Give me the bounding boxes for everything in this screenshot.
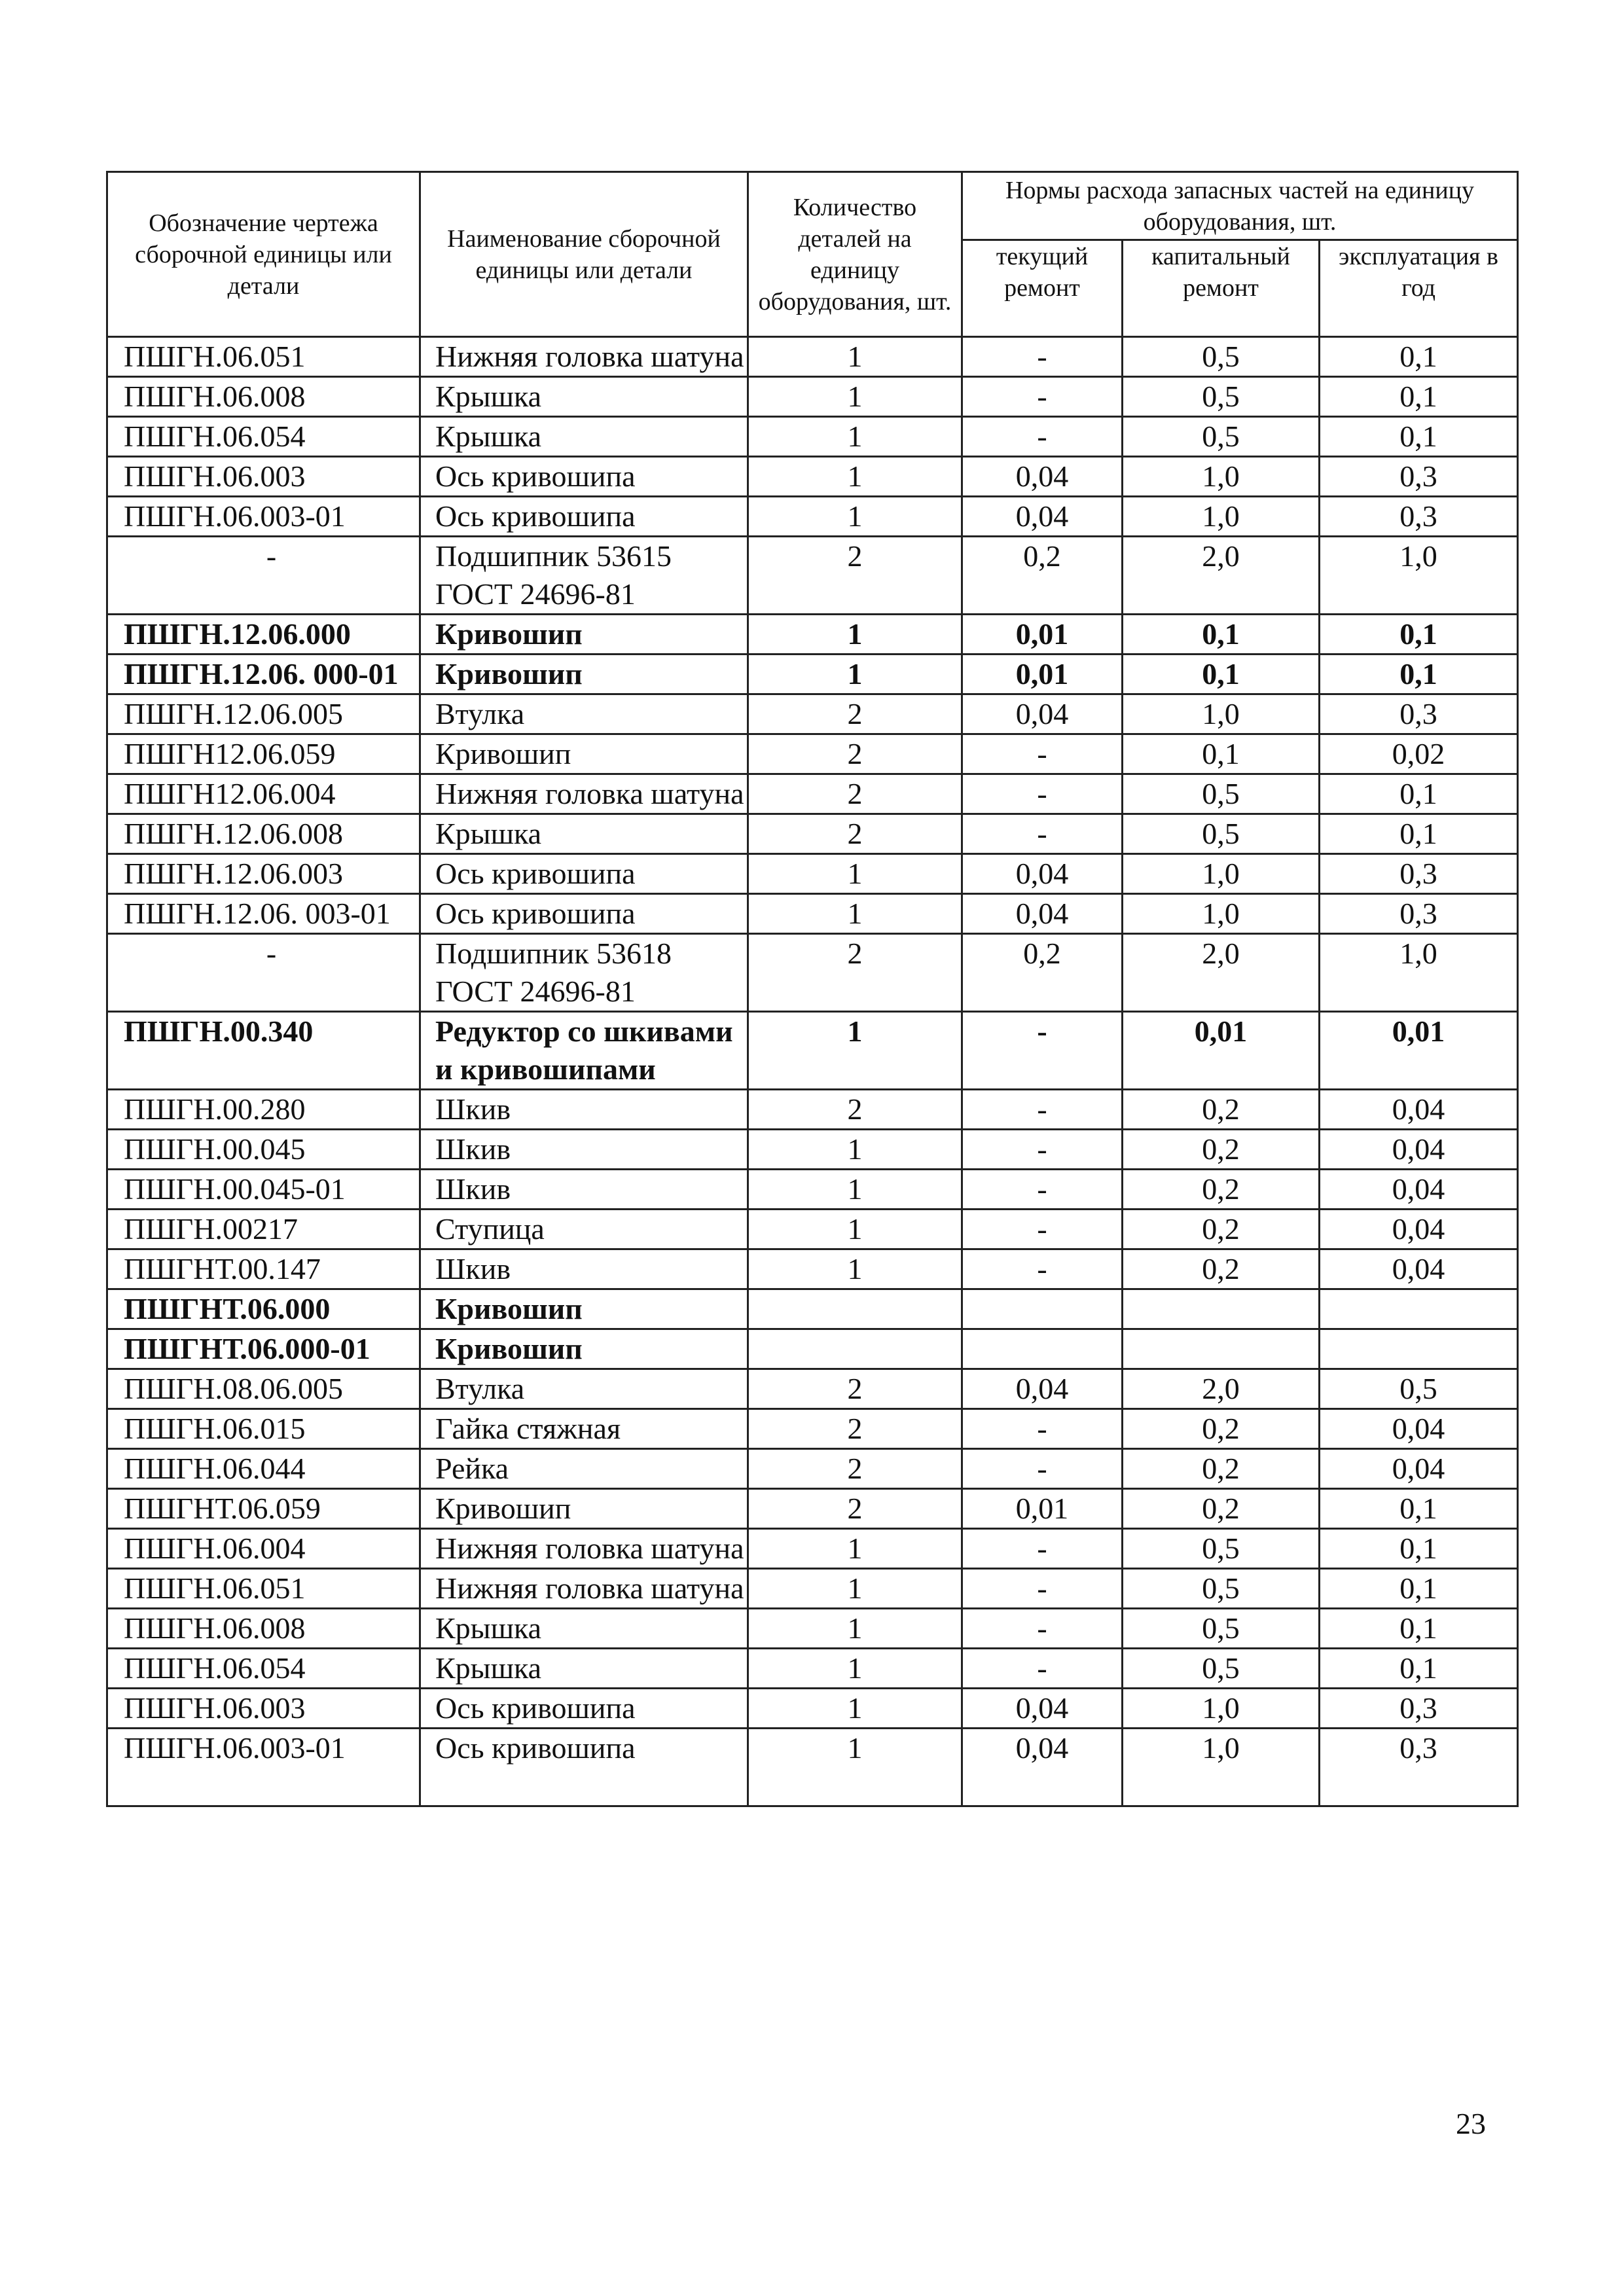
cell-current-repair: 0,01: [962, 615, 1123, 655]
page-number: 23: [1456, 2107, 1486, 2140]
cell-quantity: 1: [748, 1170, 962, 1210]
cell-item-name: Крышка: [420, 814, 748, 854]
cell-drawing-code: -: [107, 537, 420, 615]
table-body: [107, 337, 1518, 1806]
cell-current-repair: 0,04: [962, 457, 1123, 497]
cell-quantity: 2: [748, 1489, 962, 1529]
spare-parts-table-container: [106, 171, 1517, 1807]
cell-current-repair: 0,04: [962, 894, 1123, 934]
cell-quantity: 1: [748, 337, 962, 377]
cell-quantity: 1: [748, 417, 962, 457]
cell-drawing-code: ПШГН.12.06. 000-01: [107, 655, 420, 694]
cell-quantity: 1: [748, 1649, 962, 1689]
cell-drawing-code: ПШГН.00.280: [107, 1090, 420, 1130]
header-annual-operation: эксплуатация в год: [1320, 240, 1518, 337]
cell-drawing-code: ПШГН.06.051: [107, 337, 420, 377]
cell-annual-operation: 0,1: [1320, 417, 1518, 457]
cell-capital-repair: 0,2: [1123, 1210, 1320, 1249]
cell-capital-repair: 1,0: [1123, 1689, 1320, 1729]
cell-annual-operation: 0,1: [1320, 814, 1518, 854]
cell-current-repair: 0,04: [962, 1369, 1123, 1409]
header-capital-repair: капитальный ремонт: [1123, 240, 1320, 337]
cell-drawing-code: ПШГН.00.340: [107, 1012, 420, 1090]
table-row: [107, 894, 1518, 934]
table-row: [107, 497, 1518, 537]
header-drawing-code: Обозначение чертежа сборочной единицы или детали: [107, 172, 420, 337]
cell-capital-repair: 0,1: [1123, 615, 1320, 655]
cell-annual-operation: 1,0: [1320, 537, 1518, 615]
cell-capital-repair: 0,5: [1123, 1649, 1320, 1689]
cell-quantity: 2: [748, 1369, 962, 1409]
table-row: [107, 1649, 1518, 1689]
cell-capital-repair: 0,01: [1123, 1012, 1320, 1090]
cell-current-repair: 0,01: [962, 1489, 1123, 1529]
cell-capital-repair: 1,0: [1123, 894, 1320, 934]
cell-drawing-code: ПШГН.00.045: [107, 1130, 420, 1170]
cell-item-name: Втулка: [420, 694, 748, 734]
cell-quantity: 1: [748, 1012, 962, 1090]
cell-capital-repair: 0,5: [1123, 337, 1320, 377]
cell-annual-operation: 0,3: [1320, 497, 1518, 537]
cell-quantity: [748, 1289, 962, 1329]
cell-quantity: 2: [748, 734, 962, 774]
cell-quantity: [748, 1329, 962, 1369]
cell-capital-repair: 0,5: [1123, 814, 1320, 854]
cell-capital-repair: 0,2: [1123, 1249, 1320, 1289]
cell-item-name: Шкив: [420, 1249, 748, 1289]
cell-item-name: Шкив: [420, 1170, 748, 1210]
cell-drawing-code: ПШГНТ.00.147: [107, 1249, 420, 1289]
table-row: [107, 1489, 1518, 1529]
cell-drawing-code: ПШГН.06.015: [107, 1409, 420, 1449]
cell-annual-operation: 0,04: [1320, 1090, 1518, 1130]
cell-current-repair: -: [962, 1210, 1123, 1249]
cell-annual-operation: 1,0: [1320, 934, 1518, 1012]
cell-drawing-code: ПШГН.06.003: [107, 457, 420, 497]
cell-capital-repair: 0,2: [1123, 1170, 1320, 1210]
cell-drawing-code: ПШГН.12.06.005: [107, 694, 420, 734]
cell-capital-repair: 0,2: [1123, 1449, 1320, 1489]
cell-annual-operation: 0,1: [1320, 1489, 1518, 1529]
cell-annual-operation: 0,3: [1320, 694, 1518, 734]
cell-current-repair: [962, 1289, 1123, 1329]
table-row: [107, 1249, 1518, 1289]
table-row: [107, 377, 1518, 417]
cell-annual-operation: 0,1: [1320, 337, 1518, 377]
cell-current-repair: -: [962, 774, 1123, 814]
cell-drawing-code: ПШГН.00.045-01: [107, 1170, 420, 1210]
cell-annual-operation: 0,1: [1320, 377, 1518, 417]
cell-quantity: 1: [748, 1130, 962, 1170]
spare-parts-table: [106, 171, 1519, 1807]
cell-current-repair: -: [962, 1170, 1123, 1210]
cell-annual-operation: 0,01: [1320, 1012, 1518, 1090]
cell-quantity: 1: [748, 854, 962, 894]
cell-item-name: Кривошип: [420, 1329, 748, 1369]
cell-quantity: 1: [748, 1729, 962, 1806]
cell-annual-operation: 0,04: [1320, 1449, 1518, 1489]
cell-drawing-code: ПШГНТ.06.000: [107, 1289, 420, 1329]
cell-annual-operation: 0,04: [1320, 1249, 1518, 1289]
cell-item-name: Нижняя головка шатуна: [420, 1529, 748, 1569]
cell-capital-repair: 0,5: [1123, 774, 1320, 814]
cell-annual-operation: 0,3: [1320, 1729, 1518, 1806]
cell-drawing-code: ПШГН.12.06.003: [107, 854, 420, 894]
cell-quantity: 1: [748, 1689, 962, 1729]
cell-item-name: Кривошип: [420, 615, 748, 655]
cell-item-name: Ступица: [420, 1210, 748, 1249]
cell-current-repair: -: [962, 1012, 1123, 1090]
cell-item-name: Подшипник 53615 ГОСТ 24696-81: [420, 537, 748, 615]
cell-quantity: 2: [748, 694, 962, 734]
cell-item-name: Нижняя головка шатуна: [420, 1569, 748, 1609]
cell-current-repair: -: [962, 1569, 1123, 1609]
cell-annual-operation: 0,1: [1320, 1569, 1518, 1609]
cell-item-name: Крышка: [420, 377, 748, 417]
cell-annual-operation: 0,04: [1320, 1130, 1518, 1170]
cell-capital-repair: 2,0: [1123, 1369, 1320, 1409]
cell-drawing-code: ПШГН.00217: [107, 1210, 420, 1249]
cell-capital-repair: 1,0: [1123, 694, 1320, 734]
cell-current-repair: -: [962, 1090, 1123, 1130]
cell-annual-operation: 0,3: [1320, 1689, 1518, 1729]
table-row: [107, 1090, 1518, 1130]
cell-annual-operation: [1320, 1289, 1518, 1329]
cell-capital-repair: 2,0: [1123, 934, 1320, 1012]
cell-current-repair: -: [962, 1529, 1123, 1569]
cell-capital-repair: 0,5: [1123, 1529, 1320, 1569]
cell-item-name: Крышка: [420, 1649, 748, 1689]
cell-capital-repair: 1,0: [1123, 1729, 1320, 1806]
table-row: [107, 1289, 1518, 1329]
cell-quantity: 2: [748, 1090, 962, 1130]
cell-quantity: 1: [748, 615, 962, 655]
cell-drawing-code: ПШГН.06.004: [107, 1529, 420, 1569]
table-row: [107, 337, 1518, 377]
table-row: [107, 814, 1518, 854]
cell-drawing-code: ПШГН12.06.004: [107, 774, 420, 814]
table-row: [107, 1569, 1518, 1609]
cell-capital-repair: 0,5: [1123, 1569, 1320, 1609]
cell-current-repair: -: [962, 814, 1123, 854]
cell-item-name: Нижняя головка шатуна: [420, 337, 748, 377]
table-row: [107, 854, 1518, 894]
cell-item-name: Нижняя головка шатуна: [420, 774, 748, 814]
cell-annual-operation: 0,1: [1320, 1609, 1518, 1649]
cell-item-name: Ось кривошипа: [420, 1729, 748, 1806]
table-row: [107, 1609, 1518, 1649]
header-norms: Нормы расхода запасных частей на единицу оборудования, шт.: [962, 172, 1518, 240]
table-row: [107, 1012, 1518, 1090]
cell-capital-repair: 1,0: [1123, 854, 1320, 894]
cell-item-name: Ось кривошипа: [420, 854, 748, 894]
cell-drawing-code: ПШГНТ.06.059: [107, 1489, 420, 1529]
cell-item-name: Кривошип: [420, 734, 748, 774]
header-current-repair: текущий ремонт: [962, 240, 1123, 337]
cell-current-repair: -: [962, 1449, 1123, 1489]
cell-capital-repair: 1,0: [1123, 497, 1320, 537]
cell-drawing-code: ПШГН.06.051: [107, 1569, 420, 1609]
cell-drawing-code: ПШГН.06.003-01: [107, 497, 420, 537]
cell-quantity: 1: [748, 377, 962, 417]
cell-current-repair: -: [962, 1649, 1123, 1689]
cell-current-repair: -: [962, 1609, 1123, 1649]
table-row: [107, 1409, 1518, 1449]
table-row: [107, 1329, 1518, 1369]
cell-quantity: 2: [748, 1409, 962, 1449]
cell-drawing-code: ПШГН.06.003: [107, 1689, 420, 1729]
cell-quantity: 1: [748, 1249, 962, 1289]
cell-item-name: Шкив: [420, 1090, 748, 1130]
cell-quantity: 1: [748, 894, 962, 934]
cell-item-name: Крышка: [420, 1609, 748, 1649]
cell-capital-repair: [1123, 1289, 1320, 1329]
cell-quantity: 2: [748, 774, 962, 814]
cell-quantity: 1: [748, 497, 962, 537]
cell-item-name: Подшипник 53618 ГОСТ 24696-81: [420, 934, 748, 1012]
cell-quantity: 1: [748, 655, 962, 694]
cell-annual-operation: 0,3: [1320, 457, 1518, 497]
cell-capital-repair: 0,2: [1123, 1489, 1320, 1529]
cell-current-repair: -: [962, 1130, 1123, 1170]
cell-item-name: Кривошип: [420, 655, 748, 694]
cell-current-repair: -: [962, 734, 1123, 774]
cell-annual-operation: 0,5: [1320, 1369, 1518, 1409]
cell-item-name: Крышка: [420, 417, 748, 457]
cell-current-repair: 0,04: [962, 1729, 1123, 1806]
cell-current-repair: [962, 1329, 1123, 1369]
cell-capital-repair: 2,0: [1123, 537, 1320, 615]
cell-current-repair: -: [962, 1409, 1123, 1449]
header-item-name: Наименование сборочной единицы или детали: [420, 172, 748, 337]
cell-drawing-code: ПШГН.08.06.005: [107, 1369, 420, 1409]
cell-annual-operation: 0,02: [1320, 734, 1518, 774]
cell-item-name: Гайка стяжная: [420, 1409, 748, 1449]
cell-capital-repair: [1123, 1329, 1320, 1369]
cell-annual-operation: 0,1: [1320, 1529, 1518, 1569]
cell-annual-operation: 0,3: [1320, 854, 1518, 894]
cell-annual-operation: 0,1: [1320, 655, 1518, 694]
cell-drawing-code: ПШГН.06.003-01: [107, 1729, 420, 1806]
table-row: [107, 1130, 1518, 1170]
cell-item-name: Шкив: [420, 1130, 748, 1170]
cell-drawing-code: ПШГН12.06.059: [107, 734, 420, 774]
cell-quantity: 2: [748, 537, 962, 615]
table-row: [107, 1449, 1518, 1489]
table-row: [107, 1170, 1518, 1210]
cell-drawing-code: ПШГН.12.06. 003-01: [107, 894, 420, 934]
cell-current-repair: 0,04: [962, 854, 1123, 894]
cell-annual-operation: 0,04: [1320, 1409, 1518, 1449]
cell-item-name: Ось кривошипа: [420, 497, 748, 537]
cell-item-name: Редуктор со шкивами и кривошипами: [420, 1012, 748, 1090]
cell-capital-repair: 0,1: [1123, 734, 1320, 774]
cell-quantity: 1: [748, 457, 962, 497]
cell-drawing-code: ПШГН.06.008: [107, 1609, 420, 1649]
cell-quantity: 1: [748, 1529, 962, 1569]
cell-item-name: Ось кривошипа: [420, 894, 748, 934]
cell-drawing-code: ПШГН.06.054: [107, 1649, 420, 1689]
cell-drawing-code: ПШГН.12.06.008: [107, 814, 420, 854]
table-row: [107, 537, 1518, 615]
cell-current-repair: -: [962, 377, 1123, 417]
cell-capital-repair: 0,5: [1123, 1609, 1320, 1649]
table-row: [107, 734, 1518, 774]
cell-current-repair: -: [962, 1249, 1123, 1289]
table-row: [107, 934, 1518, 1012]
cell-annual-operation: 0,3: [1320, 894, 1518, 934]
cell-drawing-code: ПШГН.06.008: [107, 377, 420, 417]
cell-quantity: 2: [748, 1449, 962, 1489]
cell-annual-operation: 0,04: [1320, 1170, 1518, 1210]
cell-quantity: 1: [748, 1609, 962, 1649]
table-row: [107, 1729, 1518, 1806]
cell-drawing-code: ПШГН.12.06.000: [107, 615, 420, 655]
cell-quantity: 1: [748, 1569, 962, 1609]
cell-item-name: Втулка: [420, 1369, 748, 1409]
cell-capital-repair: 0,1: [1123, 655, 1320, 694]
cell-current-repair: 0,04: [962, 1689, 1123, 1729]
header-quantity: Количество деталей на единицу оборудования, шт.: [748, 172, 962, 337]
cell-item-name: Ось кривошипа: [420, 1689, 748, 1729]
cell-annual-operation: [1320, 1329, 1518, 1369]
cell-capital-repair: 1,0: [1123, 457, 1320, 497]
table-row: [107, 457, 1518, 497]
cell-capital-repair: 0,2: [1123, 1090, 1320, 1130]
cell-item-name: Ось кривошипа: [420, 457, 748, 497]
cell-capital-repair: 0,5: [1123, 377, 1320, 417]
cell-current-repair: -: [962, 337, 1123, 377]
table-row: [107, 417, 1518, 457]
cell-current-repair: 0,01: [962, 655, 1123, 694]
table-row: [107, 694, 1518, 734]
cell-item-name: Кривошип: [420, 1489, 748, 1529]
cell-item-name: Рейка: [420, 1449, 748, 1489]
cell-drawing-code: ПШГН.06.044: [107, 1449, 420, 1489]
table-row: [107, 1529, 1518, 1569]
cell-current-repair: 0,2: [962, 537, 1123, 615]
cell-current-repair: 0,04: [962, 694, 1123, 734]
cell-quantity: 2: [748, 934, 962, 1012]
table-row: [107, 774, 1518, 814]
cell-capital-repair: 0,2: [1123, 1409, 1320, 1449]
cell-annual-operation: 0,1: [1320, 615, 1518, 655]
cell-capital-repair: 0,2: [1123, 1130, 1320, 1170]
table-row: [107, 1689, 1518, 1729]
cell-quantity: 2: [748, 814, 962, 854]
cell-annual-operation: 0,1: [1320, 774, 1518, 814]
cell-quantity: 1: [748, 1210, 962, 1249]
cell-drawing-code: -: [107, 934, 420, 1012]
cell-capital-repair: 0,5: [1123, 417, 1320, 457]
cell-current-repair: -: [962, 417, 1123, 457]
cell-current-repair: 0,04: [962, 497, 1123, 537]
table-row: [107, 615, 1518, 655]
cell-current-repair: 0,2: [962, 934, 1123, 1012]
table-row: [107, 1210, 1518, 1249]
cell-item-name: Кривошип: [420, 1289, 748, 1329]
cell-annual-operation: 0,1: [1320, 1649, 1518, 1689]
cell-drawing-code: ПШГН.06.054: [107, 417, 420, 457]
table-row: [107, 1369, 1518, 1409]
table-row: [107, 655, 1518, 694]
cell-drawing-code: ПШГНТ.06.000-01: [107, 1329, 420, 1369]
cell-annual-operation: 0,04: [1320, 1210, 1518, 1249]
